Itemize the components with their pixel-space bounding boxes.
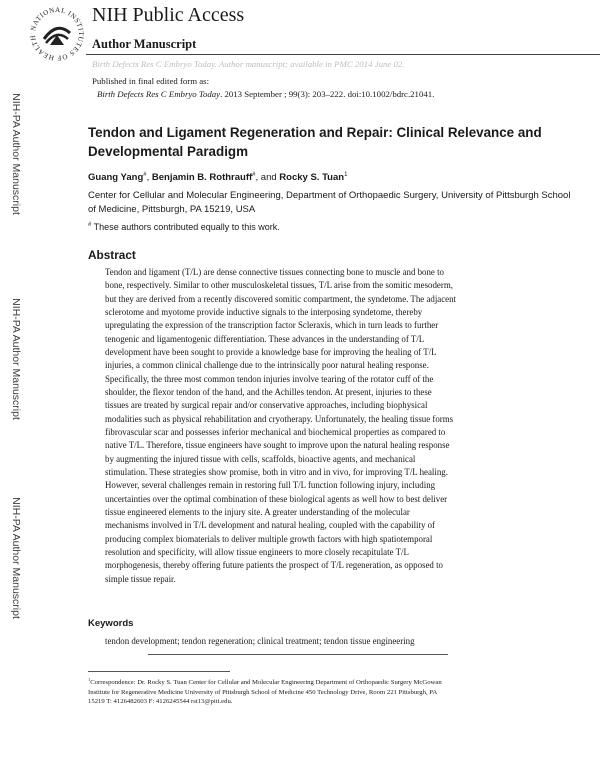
header-divider bbox=[86, 54, 600, 55]
side-label-3: NIH-PA Author Manuscript bbox=[10, 497, 22, 619]
author-mark: # bbox=[143, 171, 147, 178]
keywords-heading: Keywords bbox=[88, 618, 134, 629]
abstract-line: development have been sought to provide a knowledge base for improving the healing of T/L bbox=[105, 346, 437, 357]
abstract-line: injuries, a common clinical challenge due to the intrinsically poor natural healing response. bbox=[105, 360, 429, 371]
abstract-line: simple tissue repair. bbox=[105, 573, 176, 584]
abstract-line: tissue engineered elements to the injury site. A greater understanding of the molecular bbox=[105, 506, 410, 517]
author-name: Benjamin B. Rothrauff bbox=[151, 172, 253, 183]
abstract-line: morphogenesis, thereby offering future patients the prospect of T/L regeneration, as opposed to bbox=[105, 560, 443, 571]
abstract-line: upregulating the expression of the transcription factor Scleraxis, which in turn leads to further bbox=[105, 320, 439, 331]
logo-ring-text: NATIONAL INSTITUTES OF HEALTH bbox=[28, 5, 86, 63]
abstract-line: However, several challenges remain in restoring full T/L function following injury, including bbox=[105, 480, 436, 491]
nih-public-access-title: NIH Public Access bbox=[92, 4, 245, 26]
equal-contribution-note: # These authors contributed equally to this work. bbox=[88, 222, 280, 232]
abstract-line: producing complex biomaterials to deliver multiple growth factors with high spatiotemporal bbox=[105, 533, 433, 544]
abstract-line: tissues are treated by surgical repair and/or conservative approaches, including biophysical bbox=[105, 400, 428, 411]
nih-hhs-seal-icon bbox=[26, 3, 88, 65]
published-citation bbox=[97, 89, 434, 99]
article-title: Tendon and Ligament Regeneration and Repair: Clinical Relevance and Developmental Paradigm bbox=[88, 125, 542, 159]
abstract-line: Tendon and ligament (T/L) are dense connective tissues connecting bone to muscle and bone to bbox=[105, 267, 444, 277]
abstract-line: mechanisms involved in T/L development and natural healing, coupled with the capability of bbox=[105, 520, 436, 531]
author-manuscript-label: Author Manuscript bbox=[92, 37, 197, 51]
keywords-divider bbox=[148, 654, 448, 655]
abstract-line: resolution and specificity, will allow tissue engineers to more closely recapitulate T/L bbox=[105, 546, 409, 557]
abstract-line: native T/L. Therefore, tissue engineers have sought to improve upon the natural healing response bbox=[105, 440, 450, 451]
abstract-body bbox=[105, 266, 555, 586]
correspondence-footnote: $^1$Correspondence: Dr. Rocky S. Tuan Center for Cellular and Molecular Engineering Department of Orthopaedic Surgery McGowan Institute for Regenerative Medicine University of Pittsburgh School of Medicine 450 Technology Drive, Room 221 Pittsburgh, PA 15219 T: 4126482603 F: 4126245544 rst13@pitt.edu. bbox=[88, 676, 442, 706]
manuscript-citation: Birth Defects Res C Embryo Today. Author manuscript; available in PMC 2014 June 02. bbox=[92, 59, 405, 69]
footnote-mark: 1 bbox=[88, 676, 91, 682]
abstract-line: fibrovascular scar and possesses inferior mechanical and biochemical properties as compared to bbox=[105, 426, 446, 437]
abstract-line: by augmenting the injured tissue with cells, scaffolds, bioactive agents, and mechanical bbox=[105, 453, 416, 464]
abstract-line: uncertainties over the optimal combination of these biological agents as well how to best deliver bbox=[105, 493, 448, 504]
abstract-line: modalities such as physical rehabilitation and cryotherapy. Unfortunately, the healing tissue forms bbox=[105, 413, 454, 424]
abstract-line: stimulation. These strategies show promise, both in vitro and in vivo, for improving T/L healing. bbox=[105, 466, 448, 477]
author-mark: 1 bbox=[344, 171, 348, 178]
abstract-line: shoulder, the flexor tendon of the hand, and the Achilles tendon. At present, injuries to these bbox=[105, 386, 432, 397]
journal-name: Birth Defects Res C Embryo Today bbox=[97, 89, 221, 99]
abstract-line: Specifically, the three most common tendon injuries involve tearing of the rotator cuff of the bbox=[105, 373, 434, 384]
abstract-line: sclerotome and myotome provide inductive signals to the interposing syndetome, thereby bbox=[105, 306, 423, 317]
abstract-line: bone, respectively. Similar to other musculoskeletal tissues, T/L arise from the somitic mesoderm, bbox=[105, 280, 453, 291]
author-name: Rocky S. Tuan bbox=[279, 172, 345, 183]
author-name: Guang Yang bbox=[88, 172, 144, 183]
side-label-1: NIH-PA Author Manuscript bbox=[10, 93, 22, 215]
affiliation: Center for Cellular and Molecular Engineering, Department of Orthopaedic Surgery, University of Pittsburgh School of Medicine, Pittsburgh, PA 15219, USA bbox=[88, 190, 571, 215]
side-label-2: NIH-PA Author Manuscript bbox=[10, 298, 22, 420]
published-note: Published in final edited form as: bbox=[92, 76, 210, 86]
abstract-line: but they are derived from a recently discovered somitic compartment, the syndetome. The adjacent bbox=[105, 293, 457, 304]
abstract-heading: Abstract bbox=[88, 248, 136, 262]
keywords-text: tendon development; tendon regeneration; clinical treatment; tendon tissue engineering bbox=[105, 636, 415, 646]
abstract-line: tenogenic and ligamentogenic differentiation. These advances in the understanding of T/L bbox=[105, 333, 425, 344]
citation-details: . 2013 September ; 99(3): 203–222. doi:10.1002/bdrc.21041. bbox=[220, 89, 435, 99]
author-mark: # bbox=[252, 171, 256, 178]
footnote-divider bbox=[88, 671, 230, 672]
author-list: Guang Yang#, Benjamin B. Rothrauff#, and Rocky S. Tuan$^1$ bbox=[88, 171, 348, 183]
